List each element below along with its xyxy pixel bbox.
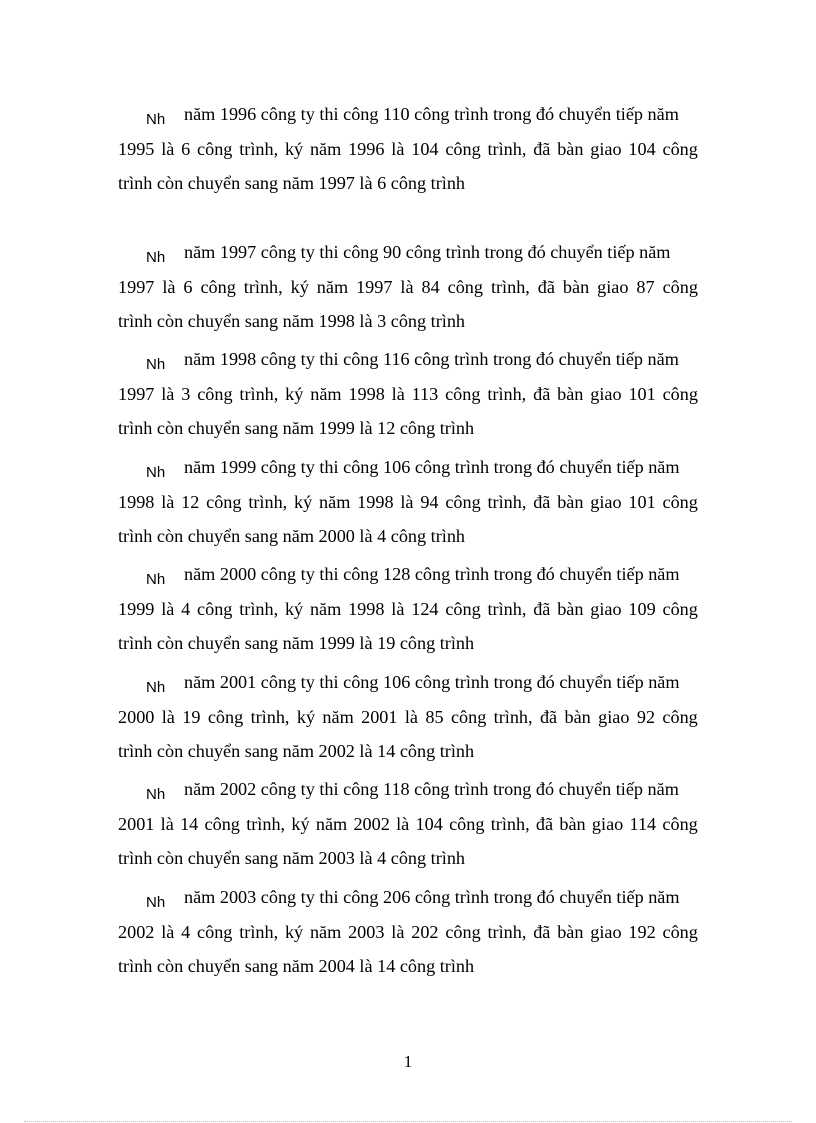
word: bàn xyxy=(557,383,584,404)
word: 1998 xyxy=(348,383,385,404)
word: năm xyxy=(309,138,342,159)
word: bàn xyxy=(557,598,584,619)
word: giao xyxy=(590,491,622,512)
word: là xyxy=(160,813,174,834)
word: công xyxy=(445,138,481,159)
word: 1997 xyxy=(356,276,393,297)
paragraph-lead: Nh xyxy=(146,356,166,373)
word: ký xyxy=(294,491,313,512)
word: 1998 xyxy=(118,491,155,512)
paragraph xyxy=(118,97,698,201)
word: 101 xyxy=(628,383,656,404)
word: 104 xyxy=(415,813,443,834)
word: công xyxy=(207,706,244,727)
word: 101 xyxy=(628,491,656,512)
paragraph-line xyxy=(118,949,698,984)
paragraph xyxy=(118,665,698,769)
paragraph xyxy=(118,342,698,446)
word: 87 xyxy=(636,276,655,297)
word: năm xyxy=(309,598,342,619)
word: giao xyxy=(591,813,624,834)
word: 202 xyxy=(411,921,439,942)
paragraph-lead: Nh xyxy=(146,679,166,696)
word: công xyxy=(204,813,240,834)
word: ký xyxy=(291,813,310,834)
paragraph-line xyxy=(118,519,698,554)
word: ký xyxy=(296,706,316,727)
paragraph-line xyxy=(118,772,698,807)
word: 192 xyxy=(628,921,656,942)
word: đã xyxy=(535,813,554,834)
word: bàn xyxy=(557,138,584,159)
word: 1996 xyxy=(348,138,385,159)
word: là xyxy=(391,383,405,404)
word: là xyxy=(404,706,418,727)
word: công xyxy=(197,383,233,404)
word: công xyxy=(445,598,481,619)
line-text: trình còn chuyển sang năm 1999 là 12 công trình xyxy=(118,418,475,438)
word: trình, xyxy=(248,491,288,512)
paragraph-line xyxy=(118,270,698,305)
paragraph-line xyxy=(118,304,698,339)
word: 1998 xyxy=(357,491,394,512)
word: công xyxy=(197,138,233,159)
word: đã xyxy=(533,921,551,942)
word: 92 xyxy=(636,706,656,727)
word: là xyxy=(400,276,414,297)
word: trình, xyxy=(487,383,527,404)
word: công xyxy=(197,598,233,619)
word: là xyxy=(161,383,175,404)
word: là xyxy=(391,138,405,159)
word: 113 xyxy=(411,383,439,404)
line-text: năm 2002 công ty thi công 118 công trình trong đó chuyển tiếp năm xyxy=(184,779,679,799)
line-text: năm 1998 công ty thi công 116 công trình trong đó chuyển tiếp năm xyxy=(184,349,679,369)
line-text: trình còn chuyển sang năm 1998 là 3 công trình xyxy=(118,311,466,331)
word: giao xyxy=(590,598,622,619)
word: 1997 xyxy=(118,383,155,404)
word: năm xyxy=(309,921,342,942)
word: năm xyxy=(310,383,342,404)
word: là xyxy=(400,491,414,512)
word: 1995 xyxy=(118,138,155,159)
word: đã xyxy=(533,598,551,619)
paragraph-line xyxy=(118,235,698,270)
word: công xyxy=(662,383,698,404)
paragraph-line xyxy=(118,450,698,485)
word: bàn xyxy=(564,706,591,727)
paragraph-line xyxy=(118,734,698,769)
word: công xyxy=(662,813,698,834)
paragraph-lead: Nh xyxy=(146,786,166,803)
word: trình, xyxy=(493,706,533,727)
word: 6 xyxy=(181,138,191,159)
word: 2001 xyxy=(361,706,398,727)
word: 19 xyxy=(182,706,201,727)
word: năm xyxy=(316,276,349,297)
word: giao xyxy=(590,921,622,942)
paragraph xyxy=(118,880,698,984)
paragraph-line xyxy=(118,700,698,735)
line-text: năm 1999 công ty thi công 106 công trình trong đó chuyển tiếp năm xyxy=(184,457,680,477)
word: bàn xyxy=(562,276,590,297)
paragraph-line xyxy=(118,132,698,167)
word: là xyxy=(396,813,410,834)
word: công xyxy=(662,491,698,512)
word: công xyxy=(662,706,698,727)
word: công xyxy=(662,598,698,619)
word: 3 xyxy=(181,383,191,404)
word: 2002 xyxy=(353,813,390,834)
word: năm xyxy=(322,706,354,727)
word: 12 xyxy=(181,491,200,512)
line-text: năm 2000 công ty thi công 128 công trình trong đó chuyển tiếp năm xyxy=(184,564,680,584)
word: đã xyxy=(533,383,551,404)
page-number: 1 xyxy=(403,1052,413,1071)
paragraph xyxy=(118,450,698,554)
word: 2000 xyxy=(118,706,155,727)
word: đã xyxy=(533,491,551,512)
word: là xyxy=(161,706,175,727)
word: là xyxy=(162,276,176,297)
word: 85 xyxy=(425,706,444,727)
word: là xyxy=(161,491,175,512)
word: công xyxy=(200,276,236,297)
line-text: trình còn chuyển sang năm 1997 là 6 công trình xyxy=(118,173,466,193)
word: công xyxy=(206,491,242,512)
word: là xyxy=(161,598,175,619)
word: 114 xyxy=(629,813,657,834)
paragraph-line xyxy=(118,485,698,520)
paragraph-lead: Nh xyxy=(146,894,166,911)
paragraph-line xyxy=(118,915,698,950)
word: trình, xyxy=(490,813,530,834)
word: trình, xyxy=(239,921,279,942)
word: năm xyxy=(319,491,351,512)
word: giao xyxy=(590,138,622,159)
paragraph-line xyxy=(118,377,698,412)
word: 14 xyxy=(180,813,199,834)
word: công xyxy=(445,921,481,942)
word: là xyxy=(391,598,405,619)
word: là xyxy=(161,921,175,942)
word: ký xyxy=(284,598,304,619)
paragraph-lead: Nh xyxy=(146,249,166,266)
paragraph-line xyxy=(118,166,698,201)
line-text: năm 1996 công ty thi công 110 công trình trong đó chuyển tiếp năm xyxy=(184,104,679,124)
word: công xyxy=(445,383,481,404)
word: 2003 xyxy=(348,921,385,942)
word: bàn xyxy=(557,921,584,942)
word: trình, xyxy=(239,383,279,404)
word: 104 xyxy=(411,138,439,159)
word: giao xyxy=(597,276,629,297)
word: trình, xyxy=(487,138,527,159)
paragraph xyxy=(118,557,698,661)
word: công xyxy=(662,921,698,942)
word: 1998 xyxy=(348,598,385,619)
line-text: trình còn chuyển sang năm 1999 là 19 công trình xyxy=(118,633,475,653)
word: ký xyxy=(285,383,304,404)
word: trình, xyxy=(490,276,530,297)
line-text: năm 1997 công ty thi công 90 công trình trong đó chuyển tiếp năm xyxy=(184,242,671,262)
word: trình, xyxy=(246,813,286,834)
word: bàn xyxy=(559,813,586,834)
word: 4 xyxy=(181,598,191,619)
word: 1997 xyxy=(118,276,155,297)
word: đã xyxy=(533,138,551,159)
paragraph xyxy=(118,772,698,876)
word: trình, xyxy=(239,138,279,159)
word: bàn xyxy=(557,491,584,512)
word: công xyxy=(447,276,483,297)
word: trình, xyxy=(239,598,279,619)
word: 2001 xyxy=(118,813,155,834)
paragraph-line xyxy=(118,665,698,700)
line-text: trình còn chuyển sang năm 2004 là 14 công trình xyxy=(118,956,475,976)
paragraph-lead: Nh xyxy=(146,464,166,481)
word: 2002 xyxy=(118,921,155,942)
word: công xyxy=(197,921,233,942)
word: đã xyxy=(537,276,555,297)
word: công xyxy=(662,138,698,159)
word: 84 xyxy=(421,276,440,297)
word: công xyxy=(450,706,487,727)
word: là xyxy=(391,921,405,942)
paragraph-line xyxy=(118,807,698,842)
word: trình, xyxy=(487,598,527,619)
paragraph-lead: Nh xyxy=(146,571,166,588)
paragraph-line xyxy=(118,411,698,446)
line-text: trình còn chuyển sang năm 2002 là 14 công trình xyxy=(118,741,475,761)
line-text: năm 2001 công ty thi công 106 công trình trong đó chuyển tiếp năm xyxy=(184,672,680,692)
word: trình, xyxy=(250,706,290,727)
word: 109 xyxy=(628,598,656,619)
word: ký xyxy=(290,276,309,297)
paragraph-line xyxy=(118,592,698,627)
word: 94 xyxy=(420,491,439,512)
word: giao xyxy=(598,706,630,727)
line-text: năm 2003 công ty thi công 206 công trình trong đó chuyển tiếp năm xyxy=(184,887,680,907)
word: đã xyxy=(539,706,558,727)
word: 124 xyxy=(411,598,439,619)
paragraph-line xyxy=(118,626,698,661)
word: ký xyxy=(284,138,304,159)
word: giao xyxy=(590,383,622,404)
word: năm xyxy=(315,813,348,834)
paragraph-line xyxy=(118,97,698,132)
paragraph xyxy=(118,235,698,339)
line-text: trình còn chuyển sang năm 2000 là 4 công trình xyxy=(118,526,466,546)
word: công xyxy=(449,813,485,834)
word: 4 xyxy=(181,921,191,942)
paragraph-lead: Nh xyxy=(146,111,166,128)
page-bottom-rule xyxy=(24,1121,792,1122)
line-text: trình còn chuyển sang năm 2003 là 4 công trình xyxy=(118,848,466,868)
word: trình, xyxy=(487,921,527,942)
word: 104 xyxy=(628,138,656,159)
word: công xyxy=(445,491,481,512)
paragraph-line xyxy=(118,342,698,377)
word: là xyxy=(161,138,175,159)
word: trình, xyxy=(487,491,527,512)
paragraph-line xyxy=(118,557,698,592)
word: ký xyxy=(284,921,304,942)
paragraph-line xyxy=(118,841,698,876)
paragraph-line xyxy=(118,880,698,915)
word: công xyxy=(662,276,698,297)
word: 6 xyxy=(183,276,193,297)
word: trình, xyxy=(243,276,283,297)
word: 1999 xyxy=(118,598,155,619)
